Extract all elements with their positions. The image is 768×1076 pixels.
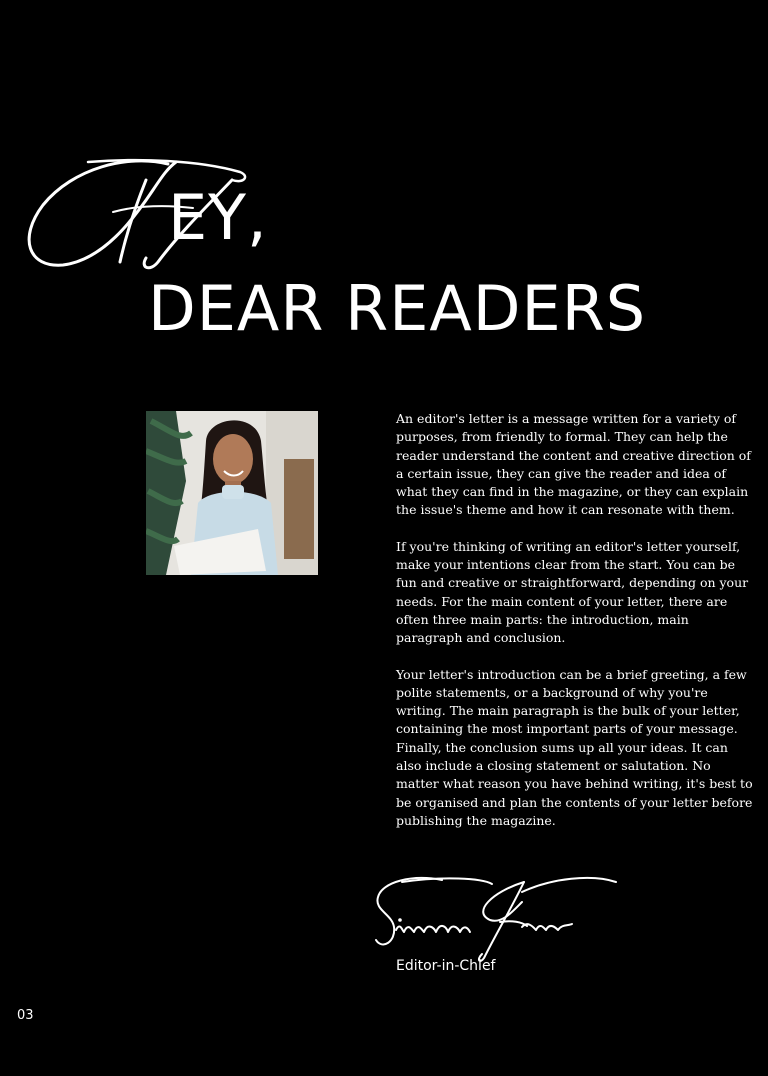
- signature-role: Editor-in-Chief: [396, 958, 496, 974]
- editor-photo: [146, 411, 318, 575]
- headline-dear-readers: DEAR READERS: [148, 272, 647, 345]
- editor-signature: [372, 872, 622, 962]
- letter-paragraph: Your letter's introduction can be a brief greeting, a few polite statements, or a background of why you're writing. The main paragraph is the bulk of your letter, containing the most important parts of your message. Finally, the conclusion sums up all your ideas. It can also include a closing statement or salutation. No matter what reason you have behind writing, it's best to be organised and plan the contents of your letter before publishing the magazine.: [396, 666, 753, 828]
- headline-hey: EY,: [168, 181, 268, 254]
- letter-paragraph: If you're thinking of writing an editor's letter yourself, make your intentions clear from the start. You can be fun and creative or straightforward, depending on your needs. For the main content of your letter, there are often three main parts: the introduction, main paragraph and conclusion.: [396, 538, 749, 646]
- page-number: 03: [17, 1008, 34, 1023]
- editor-letter: [396, 410, 756, 848]
- letter-paragraph: An editor's letter is a message written for a variety of purposes, from friendly to formal. They can help the reader understand the content and creative direction of a certain issue, they can give the reader and idea of what they can find in the magazine, or they can explain the issue's theme and how it can resonate with them.: [396, 411, 751, 518]
